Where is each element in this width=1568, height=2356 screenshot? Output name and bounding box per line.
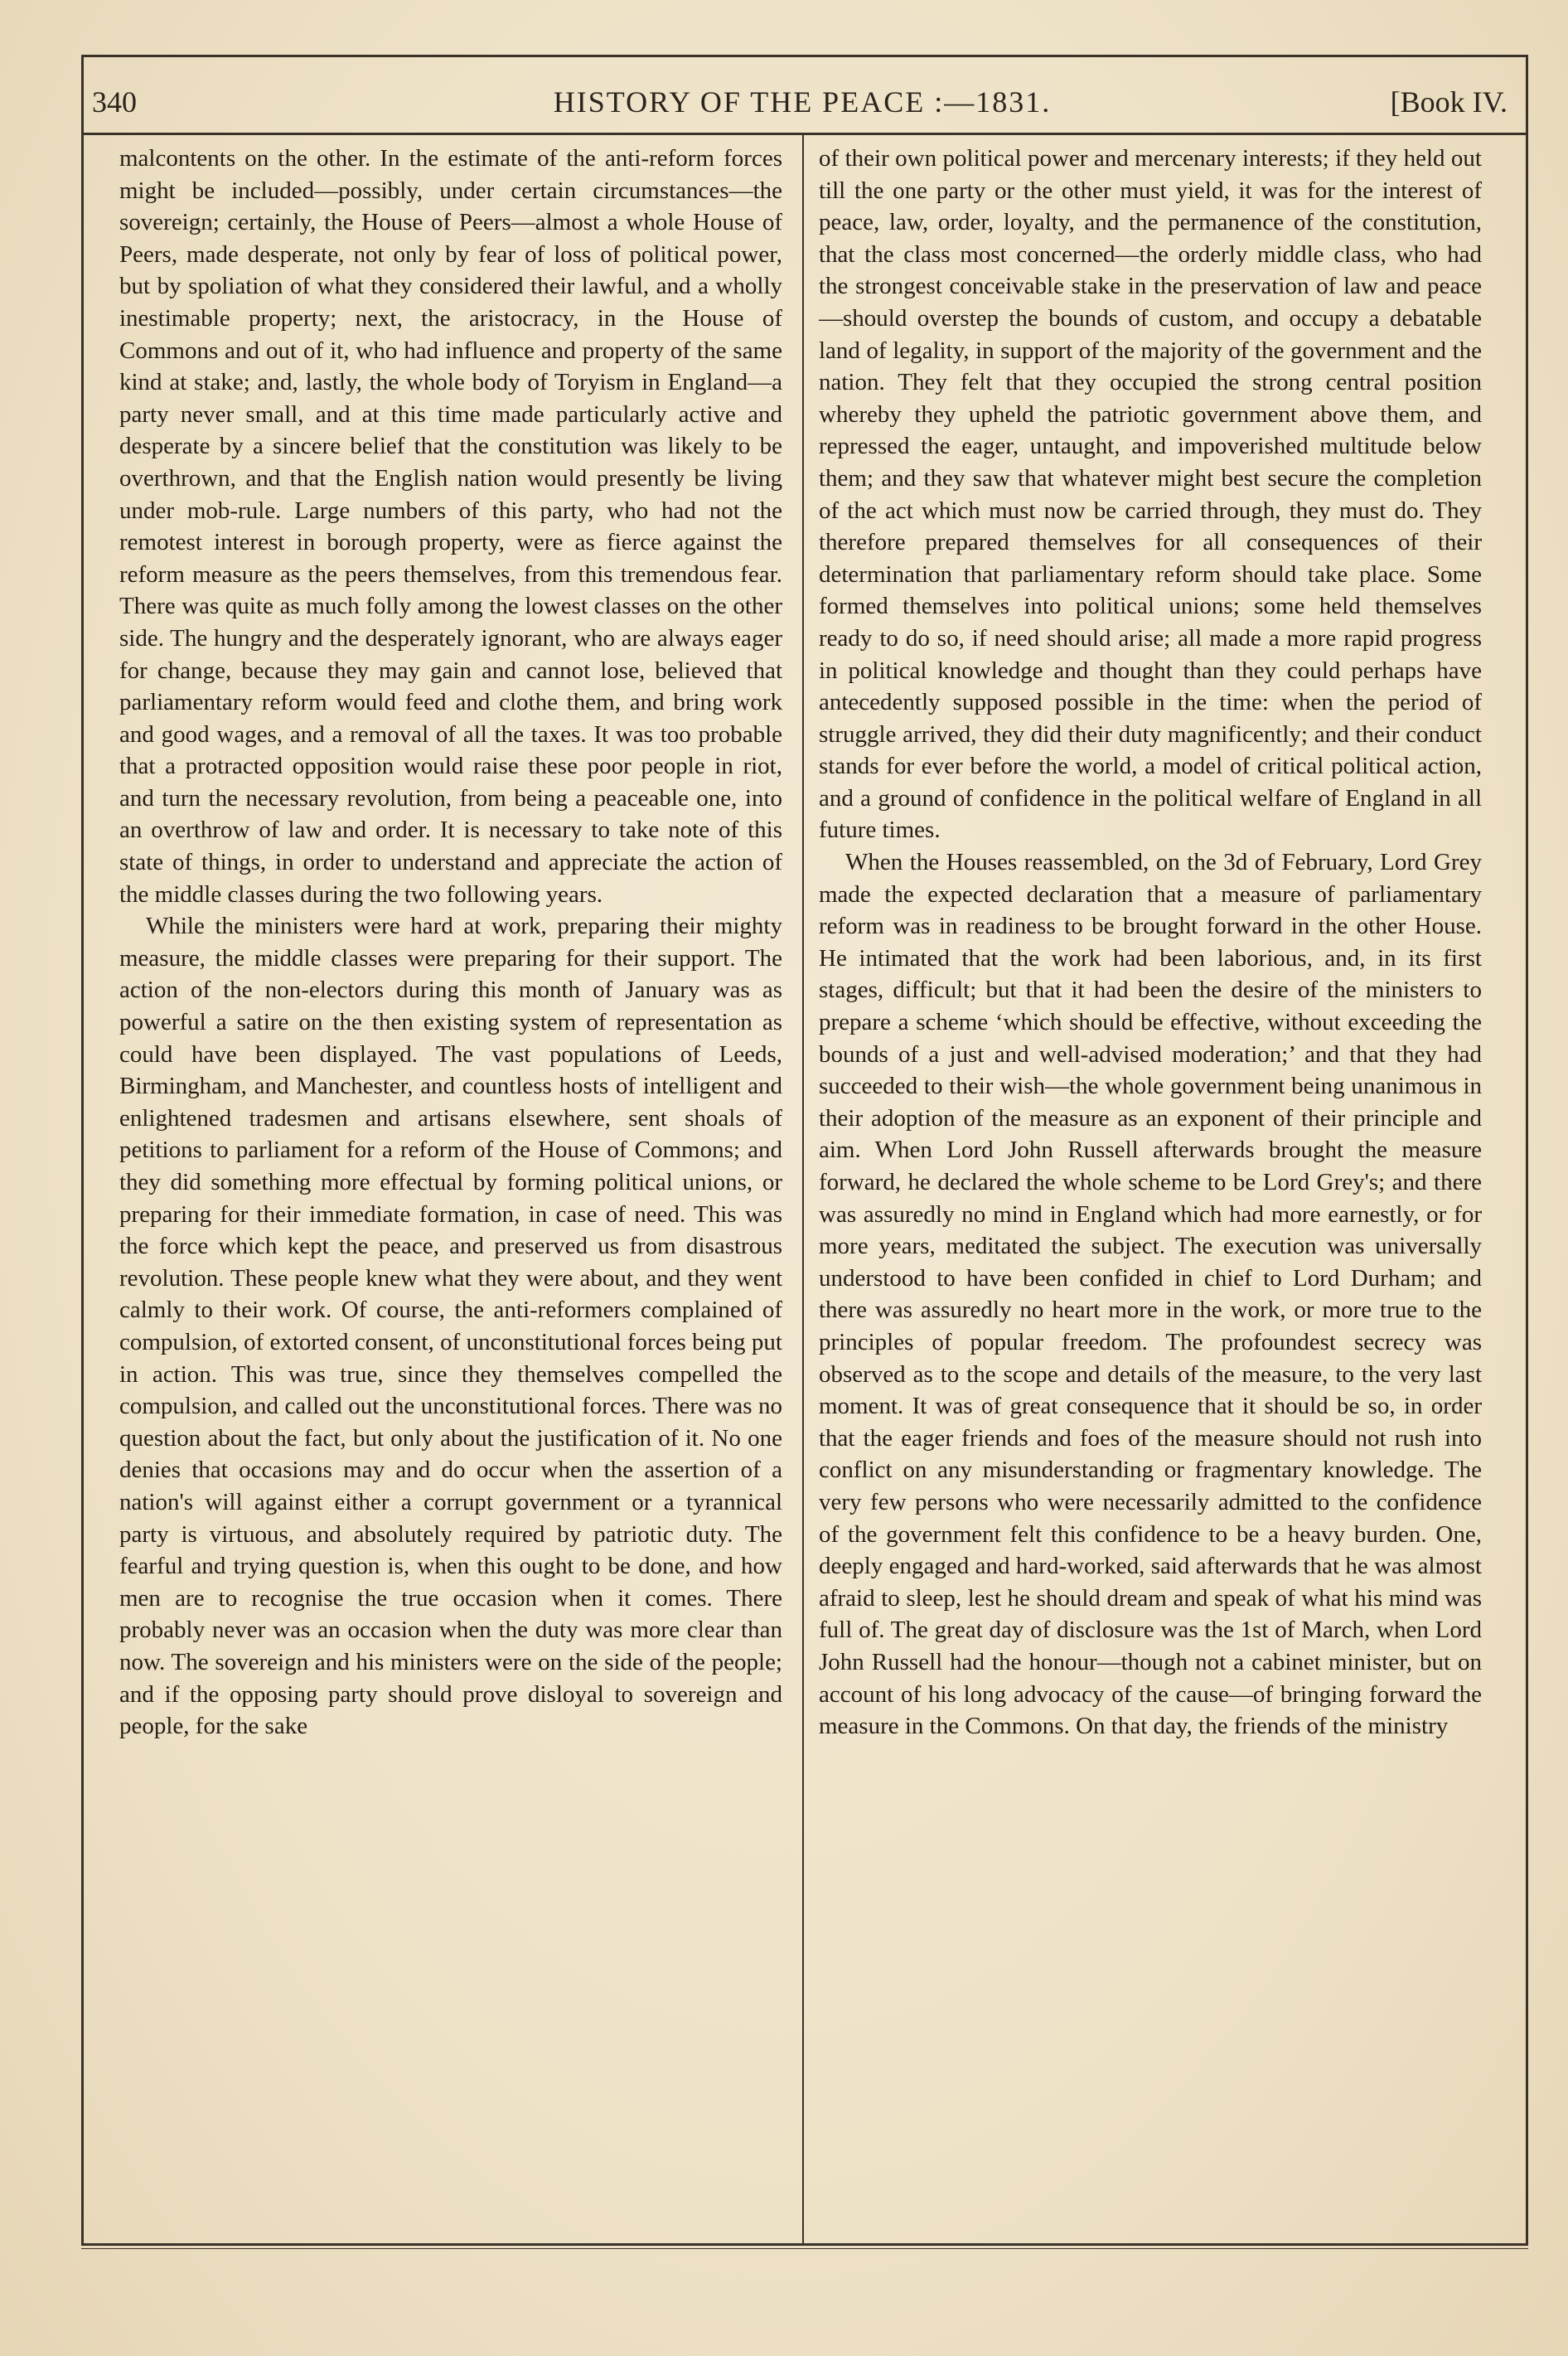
running-header <box>85 76 1519 128</box>
footer-rule <box>81 2243 1528 2246</box>
right-column <box>819 143 1482 2232</box>
page-number: 340 <box>92 85 137 119</box>
paragraph: of their own political power and mercenary interests; if they held out till the one party or the other must yield, it was for the interest of peace, law, order, loyalty, and the permanence of the constitution, that the class most concerned—the orderly middle class, who had the strongest conceivable stake in the preservation of law and peace—should overstep the bounds of custom, and occupy a debatable land of legality, in support of the majority of the government and the nation. They felt that they occupied the strong central position whereby they upheld the patriotic government above them, and repressed the eager, untaught, and impoverished multitude below them; and they saw that whatever might best secure the completion of the act which must now be carried through, they must do. They therefore prepared themselves for all consequences of their determination that parliamentary reform should take place. Some formed themselves into political unions; some held themselves ready to do so, if need should arise; all made a more rapid progress in political knowledge and thought than they could perhaps have antecedently supposed possible in the time: when the period of struggle arrived, they did their duty magnificently; and their conduct stands for ever before the world, a model of critical political action, and a ground of confidence in the political welfare of England in all future times. <box>819 145 1482 844</box>
paragraph: When the Houses reassembled, on the 3d of February, Lord Grey made the expected declaration that a measure of parliamentary reform was in readiness to be brought forward in the other House. He intimated that the work had been laborious, and, in its first stages, difficult; but that it had been the desire of the ministers to prepare a scheme ‘which should be effective, without exceeding the bounds of a just and well-advised moderation;’ and that they had succeeded to their wish—the whole government being unanimous in their adoption of the measure as an exponent of their principle and aim. When Lord John Russell afterwards brought the measure forward, he declared the whole scheme to be Lord Grey's; and there was assuredly no mind in England which had more earnestly, or for more years, meditated the subject. The execution was universally understood to have been confided in chief to Lord Durham; and there was assuredly no heart more in the work, or more true to the principles of popular freedom. The profoundest secrecy was observed as to the scope and details of the measure, to the very last moment. It was of great consequence that it should be so, in order that the eager friends and foes of the measure should not rush into conflict on any misunderstanding or fragmentary knowledge. The very few persons who were necessarily admitted to the confidence of the government felt this confidence to be a heavy burden. One, deeply engaged and hard-worked, said afterwards that he was almost afraid to sleep, lest he should dream and speak of what his mind was full of. The great day of disclosure was the 1st of March, when Lord John Russell had the honour—though not a cabinet minister, but on account of his long advocacy of the cause—of bringing forward the measure in the Commons. On that day, the friends of the ministry <box>819 849 1482 1740</box>
left-column <box>119 143 782 2232</box>
column-divider <box>802 134 804 2243</box>
book-label: [Book IV. <box>1390 85 1508 119</box>
running-title: HISTORY OF THE PEACE :—1831. <box>553 85 1052 119</box>
paragraph: While the ministers were hard at work, preparing their mighty measure, the middle classes were preparing for their support. The action of the non-electors during this month of January was as powerful a satire on the then existing system of representation as could have been displayed. The vast populations of Leeds, Birmingham, and Manchester, and countless hosts of intelligent and enlightened tradesmen and artisans elsewhere, sent shoals of petitions to parliament for a reform of the House of Commons; and they did something more effectual by forming political unions, or preparing for their immediate formation, in case of need. This was the force which kept the peace, and preserved us from disastrous revolution. These people knew what they were about, and they went calmly to their work. Of course, the anti-reformers complained of compulsion, of extorted consent, of unconstitutional forces being put in action. This was true, since they themselves compelled the compulsion, and called out the unconstitutional forces. There was no question about the fact, but only about the justification of it. No one denies that occasions may and do occur when the assertion of a nation's will against either a corrupt government or a tyrannical party is virtuous, and absolutely required by patriotic duty. The fearful and trying question is, when this ought to be done, and how men are to recognise the true occasion when it comes. There probably never was an occasion when the duty was more clear than now. The sovereign and his ministers were on the side of the people; and if the opposing party should prove disloyal to sovereign and people, for the sake <box>119 913 782 1740</box>
header-rule <box>81 133 1528 135</box>
footer-rule-thin <box>81 2248 1528 2249</box>
paragraph: malcontents on the other. In the estimate of the anti-reform forces might be included—possibly, under certain circumstances—the sovereign; certainly, the House of Peers—almost a whole House of Peers, made desperate, not only by fear of loss of political power, but by spoliation of what they considered their lawful, and a wholly inestimable property; next, the aristocracy, in the House of Commons and out of it, who had influence and property of the same kind at stake; and, lastly, the whole body of Toryism in England—a party never small, and at this time made particularly active and desperate by a sincere belief that the constitution was likely to be overthrown, and that the English nation would presently be living under mob-rule. Large numbers of this party, who had not the remotest interest in borough property, were as fierce against the reform measure as the peers themselves, from this tremendous fear. There was quite as much folly among the lowest classes on the other side. The hungry and the desperately ignorant, who are always eager for change, because they may gain and cannot lose, believed that parliamentary reform would feed and clothe them, and bring work and good wages, and a removal of all the taxes. It was too probable that a protracted opposition would raise these poor people in riot, and turn the necessary revolution, from being a peaceable one, into an overthrow of law and order. It is necessary to take note of this state of things, in order to understand and appreciate the action of the middle classes during the two following years. <box>119 145 782 908</box>
